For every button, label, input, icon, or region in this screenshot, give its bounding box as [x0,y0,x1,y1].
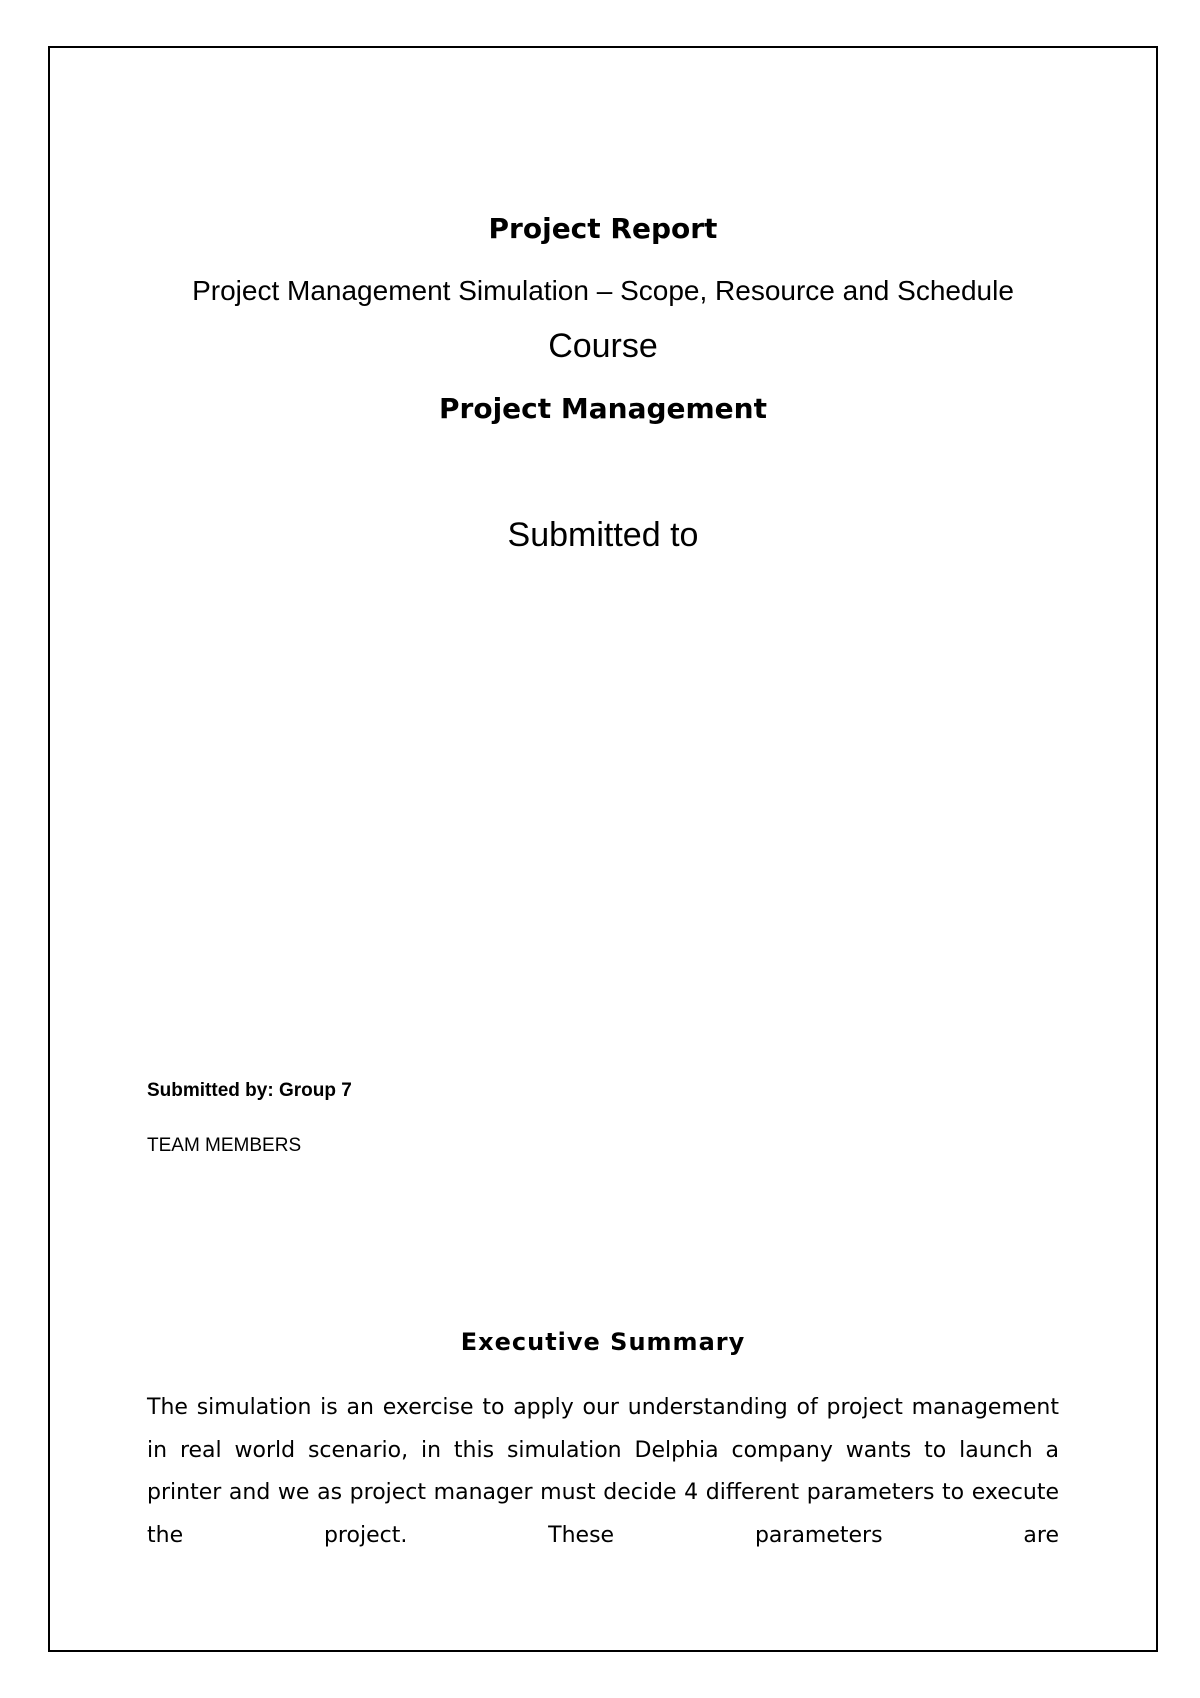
document-page [48,46,1158,1652]
course-name: Project Management [439,392,767,425]
executive-summary-heading: Executive Summary [460,1328,746,1356]
submitted-to-label: Submitted to [507,516,699,554]
team-members-label: TEAM MEMBERS [147,1135,302,1156]
course-label: Course [548,327,658,365]
executive-summary-body: The simulation is an exercise to apply our understanding of project management in real world scenario, in this simulation Delphia company wants to launch a printer and we as project manager must decide 4 different parameters to execute the project. These parameters are [147,1395,1059,1548]
report-title: Project Report [488,212,718,245]
report-subtitle: Project Management Simulation – Scope, Resource and Schedule [192,275,1014,306]
submitted-by: Submitted by: Group 7 [147,1080,352,1101]
